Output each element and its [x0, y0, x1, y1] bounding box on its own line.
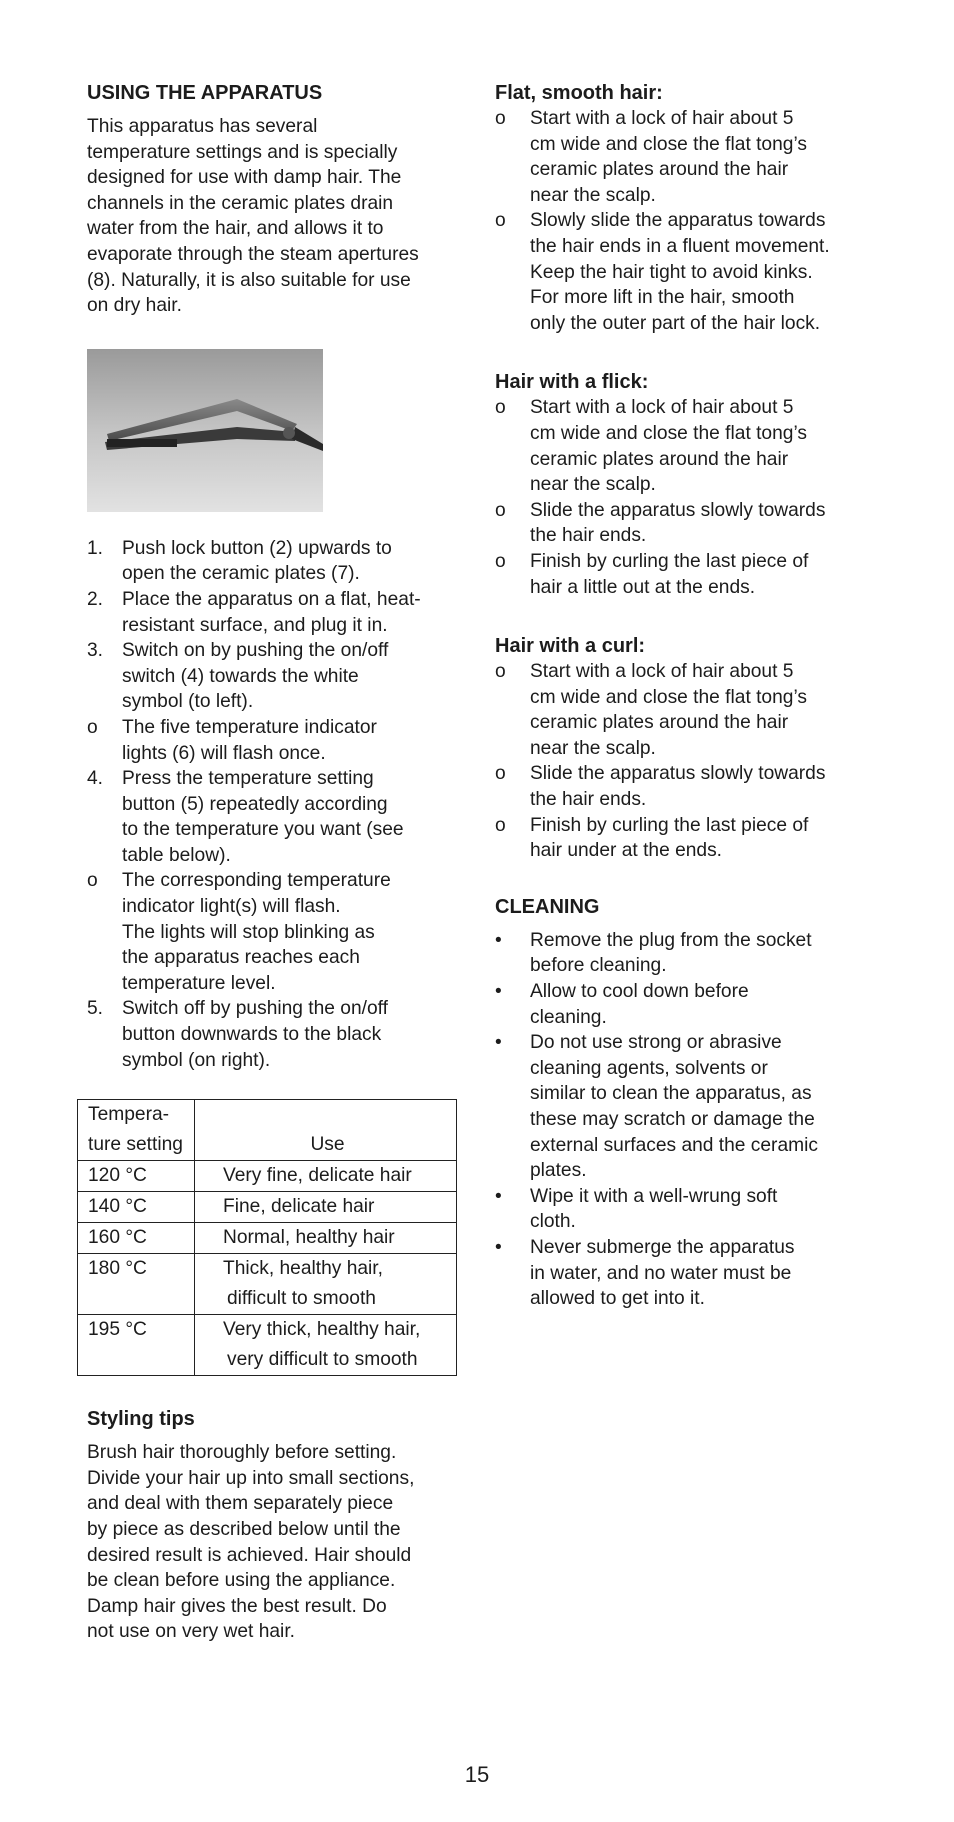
styling-line: Damp hair gives the best result. Do [87, 1595, 387, 1617]
list-line: Push lock button (2) upwards to [122, 537, 392, 559]
right-column [495, 80, 895, 1312]
list-item [495, 498, 895, 549]
section-heading-flat-smooth: Flat, smooth hair: [495, 82, 663, 104]
styling-line: Divide your hair up into small sections, [87, 1467, 415, 1489]
intro-line: on dry hair. [87, 295, 182, 317]
list-item [495, 549, 895, 600]
list-marker: 4. [87, 768, 104, 790]
intro-paragraph [87, 114, 467, 319]
header-line: Tempera- [88, 1104, 170, 1126]
use-line: Fine, delicate hair [223, 1196, 375, 1218]
list-line: cleaning agents, solvents or [530, 1057, 768, 1079]
list-line: symbol (on right). [122, 1049, 271, 1071]
list-line: the hair ends. [530, 789, 647, 811]
list-line: open the ceramic plates (7). [122, 563, 360, 585]
list-line: For more lift in the hair, smooth [530, 287, 795, 309]
section-heading-flick: Hair with a flick: [495, 371, 649, 394]
list-item [87, 536, 467, 587]
list-line: these may scratch or damage the [530, 1109, 815, 1130]
list-item [87, 996, 467, 1073]
list-line: Wipe it with a well-wrung soft [530, 1185, 778, 1207]
list-line: external surfaces and the ceramic [530, 1134, 818, 1156]
table-cell-use [195, 1315, 457, 1376]
list-line: table below). [122, 844, 231, 866]
list-line: similar to clean the apparatus, as [530, 1083, 812, 1105]
list-line: Remove the plug from the socket [530, 929, 812, 951]
list-line: Switch off by pushing the on/off [122, 998, 388, 1020]
list-item [87, 638, 467, 715]
list-line: Start with a lock of hair about 5 [530, 661, 794, 683]
list-marker: o [87, 870, 98, 892]
left-column [87, 80, 467, 1645]
list-line: lights (6) will flash once. [122, 742, 326, 764]
list-marker: o [495, 550, 506, 572]
bullet-marker: • [495, 1185, 502, 1207]
styling-line: desired result is achieved. Hair should [87, 1544, 412, 1566]
list-line: Never submerge the apparatus [530, 1236, 795, 1258]
list-item [495, 979, 895, 1030]
intro-line: evaporate through the steam apertures [87, 243, 419, 265]
list-line: temperature level. [122, 972, 276, 994]
list-marker: 5. [87, 998, 104, 1020]
table-cell-use [195, 1254, 457, 1315]
list-item [87, 766, 467, 868]
list-line: Allow to cool down before [530, 981, 749, 1003]
list-marker: o [495, 763, 506, 785]
list-line: ceramic plates around the hair [530, 448, 789, 470]
list-line: allowed to get into it. [530, 1288, 705, 1310]
list-line: ceramic plates around the hair [530, 159, 789, 181]
list-line: near the scalp. [530, 474, 656, 496]
list-line: near the scalp. [530, 184, 656, 206]
table-row [78, 1254, 457, 1315]
list-line: button (5) repeatedly according [122, 793, 388, 815]
table-row [78, 1223, 457, 1254]
page-number: 15 [464, 1762, 490, 1787]
list-line: Keep the hair tight to avoid kinks. [530, 261, 813, 283]
list-item [495, 106, 895, 208]
table-cell-temp: 180 °C [78, 1254, 195, 1315]
table-cell-temp: 160 °C [78, 1223, 195, 1254]
intro-line: This apparatus has several [87, 116, 318, 137]
list-item [495, 1184, 895, 1235]
list-line: the apparatus reaches each [122, 947, 360, 969]
list-line: The corresponding temperature [122, 870, 391, 892]
list-line: hair under at the ends. [530, 840, 723, 862]
list-item [495, 928, 895, 979]
list-line: symbol (to left). [122, 691, 254, 713]
list-line: Finish by curling the last piece of [530, 550, 809, 572]
list-line: The lights will stop blinking as [122, 921, 375, 943]
table-header-row [78, 1100, 457, 1161]
list-line: cm wide and close the flat tong’s [530, 422, 807, 444]
styling-line: Brush hair thoroughly before setting. [87, 1442, 397, 1464]
instruction-list [87, 536, 467, 1073]
table-cell-use [195, 1161, 457, 1192]
header-line: ture setting [88, 1134, 183, 1156]
list-item [495, 1235, 895, 1312]
use-line: Thick, healthy hair, [223, 1258, 383, 1280]
styling-line: be clean before using the appliance. [87, 1570, 396, 1592]
table-cell-use [195, 1223, 457, 1254]
table-row [78, 1161, 457, 1192]
list-item [495, 761, 895, 812]
list-marker: o [495, 397, 506, 419]
table-cell-temp: 195 °C [78, 1315, 195, 1376]
list-line: resistant surface, and plug it in. [122, 614, 388, 636]
use-line: Very fine, delicate hair [223, 1165, 412, 1187]
bullet-marker: • [495, 1032, 502, 1054]
styling-tips-heading: Styling tips [87, 1408, 195, 1431]
intro-line: designed for use with damp hair. The [87, 167, 402, 189]
list-line: Press the temperature setting [122, 768, 374, 790]
intro-line: channels in the ceramic plates drain [87, 192, 394, 214]
intro-line: water from the hair, and allows it to [87, 218, 384, 240]
list-line: Place the apparatus on a flat, heat- [122, 588, 421, 610]
table-row [78, 1315, 457, 1376]
table-header-temp [78, 1100, 195, 1161]
bullet-marker: • [495, 1236, 502, 1258]
list-item [495, 395, 895, 497]
intro-line: temperature settings and is specially [87, 141, 398, 163]
list-line: plates. [530, 1160, 587, 1182]
temperature-table [77, 1099, 457, 1376]
list-line: before cleaning. [530, 955, 667, 977]
list-item [495, 659, 895, 761]
list-line: Slowly slide the apparatus towards [530, 210, 826, 232]
list-item [87, 587, 467, 638]
list-line: cloth. [530, 1211, 576, 1233]
bullet-marker: • [495, 981, 502, 1003]
list-item [495, 1030, 895, 1184]
list-line: indicator light(s) will flash. [122, 896, 341, 918]
list-item [87, 868, 467, 996]
section-heading-using: USING THE APPARATUS [87, 82, 323, 104]
straightener-image-icon [87, 349, 323, 512]
list-line: button downwards to the black [122, 1024, 382, 1046]
hair-straightener-photo [87, 349, 323, 512]
section-heading-curl: Hair with a curl: [495, 635, 646, 658]
list-line: the hair ends in a fluent movement. [530, 235, 830, 257]
list-line: The five temperature indicator [122, 716, 377, 738]
list-item [87, 715, 467, 766]
list-line: to the temperature you want (see [122, 819, 404, 841]
list-line: near the scalp. [530, 737, 656, 759]
bullet-marker: • [495, 929, 502, 951]
list-line: Do not use strong or abrasive [530, 1032, 782, 1054]
list-line: ceramic plates around the hair [530, 712, 789, 734]
use-line: difficult to smooth [227, 1288, 376, 1310]
use-line: very difficult to smooth [227, 1349, 418, 1371]
list-line: Slide the apparatus slowly towards [530, 499, 826, 521]
section-heading-cleaning: CLEANING [495, 895, 600, 918]
list-item [495, 813, 895, 864]
list-line: Start with a lock of hair about 5 [530, 108, 794, 129]
table-row [78, 1192, 457, 1223]
styling-line: by piece as described below until the [87, 1519, 401, 1540]
list-marker: o [495, 661, 506, 683]
list-item [495, 208, 895, 336]
styling-line: and deal with them separately piece [87, 1493, 394, 1515]
list-line: cleaning. [530, 1006, 607, 1028]
table-cell-use [195, 1192, 457, 1223]
use-line: Normal, healthy hair [223, 1227, 395, 1249]
list-marker: o [495, 108, 506, 129]
list-marker: o [87, 716, 98, 738]
list-marker: o [495, 814, 506, 836]
list-marker: o [495, 210, 506, 232]
styling-line: not use on very wet hair. [87, 1621, 295, 1643]
list-line: the hair ends. [530, 525, 647, 547]
use-line: Very thick, healthy hair, [223, 1319, 421, 1341]
list-line: switch (4) towards the white [122, 665, 359, 687]
list-line: hair a little out at the ends. [530, 576, 756, 598]
list-line: only the outer part of the hair lock. [530, 312, 821, 334]
list-line: Finish by curling the last piece of [530, 814, 809, 836]
list-line: Switch on by pushing the on/off [122, 640, 389, 662]
list-line: cm wide and close the flat tong’s [530, 686, 807, 708]
styling-tips-paragraph [87, 1440, 467, 1645]
list-line: Slide the apparatus slowly towards [530, 763, 826, 785]
intro-line: (8). Naturally, it is also suitable for use [87, 269, 411, 291]
list-marker: 2. [87, 588, 104, 610]
list-line: in water, and no water must be [530, 1262, 792, 1284]
list-line: Start with a lock of hair about 5 [530, 397, 794, 419]
list-line: cm wide and close the flat tong’s [530, 133, 807, 155]
list-marker: 3. [87, 640, 104, 662]
table-cell-temp: 120 °C [78, 1161, 195, 1192]
table-header-use: Use [195, 1100, 457, 1161]
list-marker: o [495, 499, 506, 521]
table-cell-temp: 140 °C [78, 1192, 195, 1223]
list-marker: 1. [87, 537, 104, 559]
